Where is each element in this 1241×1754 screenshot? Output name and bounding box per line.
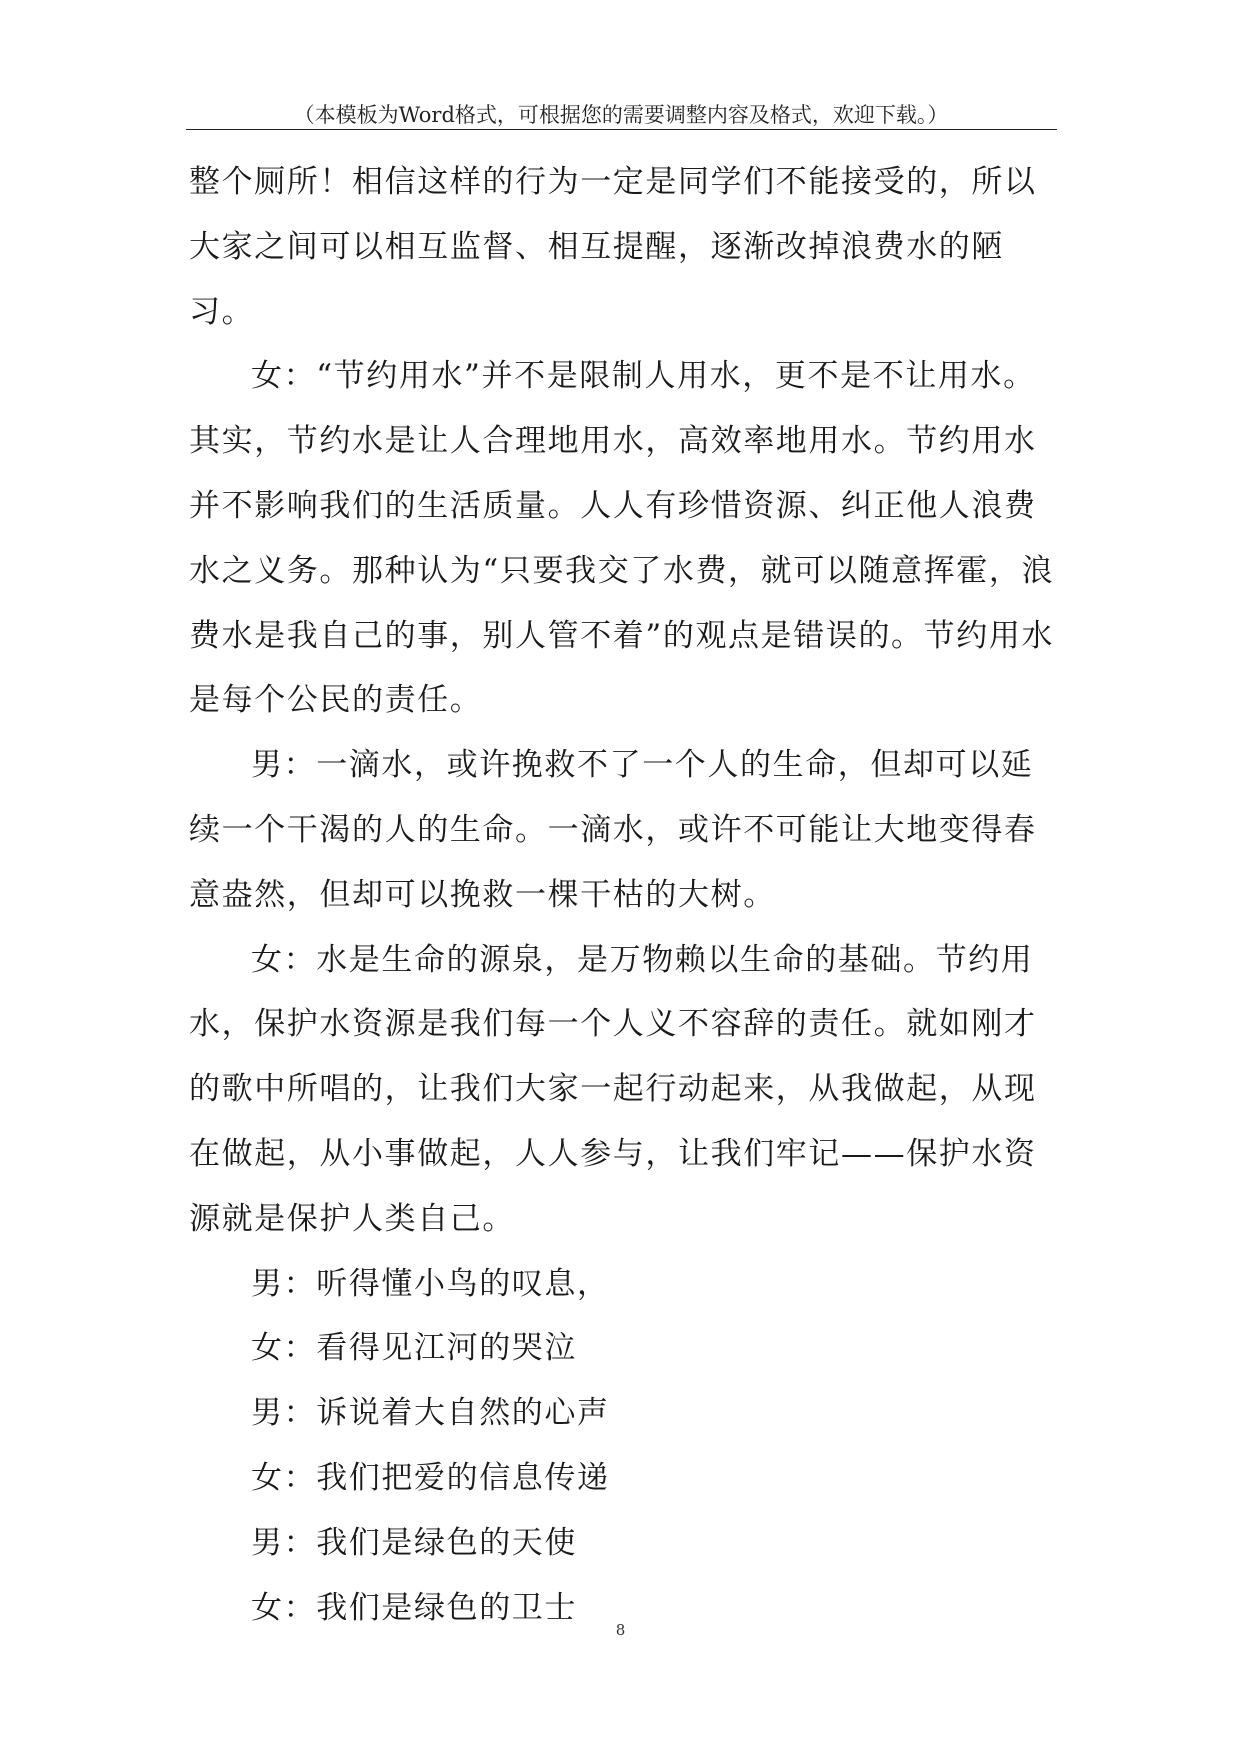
paragraph-continuation: 整个厕所！相信这样的行为一定是同学们不能接受的，所以大家之间可以相互监督、相互提醒，逐渐改掉浪费水的陋习。: [189, 164, 1037, 330]
paragraph-male-drop-of-water: 男：一滴水，或许挽救不了一个人的生命，但却可以延续一个干渴的人的生命。一滴水，或许不可能让大地变得春意盎然，但却可以挽救一棵干枯的大树。: [189, 747, 1037, 913]
dialogue-line: 男：听得懂小鸟的叹息，: [251, 1265, 610, 1302]
header-divider: [186, 129, 1057, 130]
dialogue-line: 女：看得见江河的哭泣: [251, 1330, 577, 1367]
dialogue-line: 女：我们是绿色的卫士: [251, 1589, 577, 1626]
paragraph-female-source-of-life: 女：水是生命的源泉，是万物赖以生命的基础。节约用水，保护水资源是我们每一个人义不容辞的责任。就如刚才的歌中所唱的，让我们大家一起行动起来，从我做起，从现在做起，从小事做起，人人参与，让我们牢记——保护水资源就是保护人类自己。: [189, 941, 1037, 1237]
dialogue-line: 女：我们把爱的信息传递: [251, 1459, 610, 1496]
paragraph-female-water-saving: 女：“节约用水”并不是限制人用水，更不是不让用水。其实，节约水是让人合理地用水，高效率地用水。节约用水并不影响我们的生活质量。人人有珍惜资源、纠正他人浪费水之义务。那种认为“只要我交了水费，就可以随意挥霍，浪费水是我自己的事，别人管不着”的观点是错误的。节约用水是每个公民的责任。: [189, 358, 1055, 719]
page-header-note: （本模板为Word格式，可根据您的需要调整内容及格式，欢迎下载。）: [293, 103, 949, 127]
dialogue-line: 男：我们是绿色的天使: [251, 1524, 577, 1561]
document-body: [189, 150, 1059, 1640]
page-number: 8: [615, 1621, 626, 1639]
dialogue-line: 男：诉说着大自然的心声: [251, 1395, 610, 1432]
